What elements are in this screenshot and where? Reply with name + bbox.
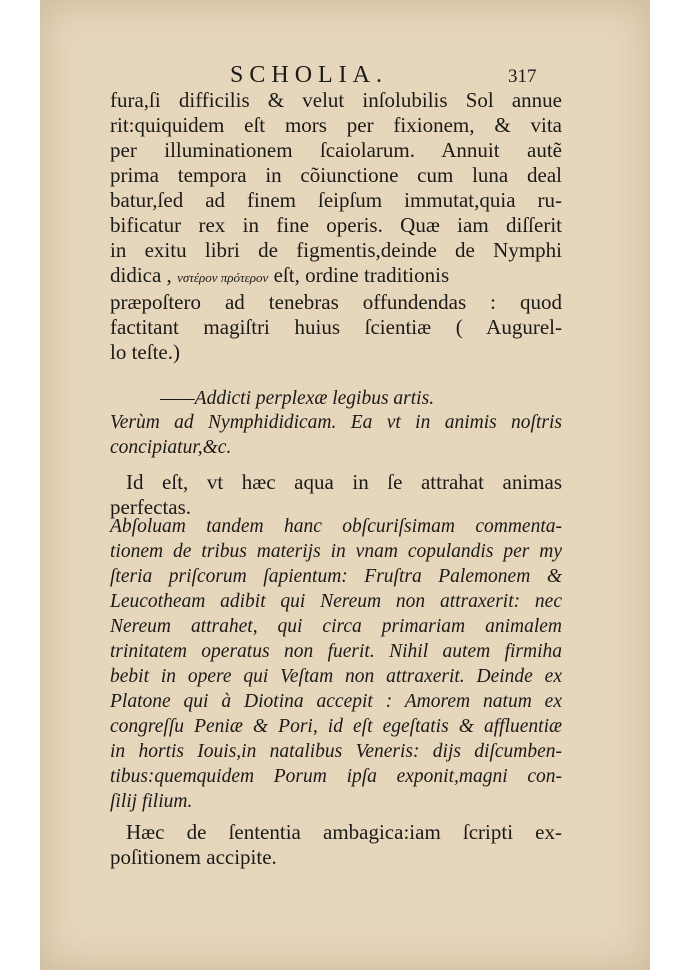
running-title: SCHOLIA. [230,62,389,88]
italic-passage-1 [110,410,562,460]
text-line: Platone qui à Diotina accepit : Amorem natum ex [110,691,562,712]
text-line: Id eſt, vt hæc aqua in ſe attrahat animas [126,470,562,494]
text-line: perfectas. [110,495,192,519]
text-line: bificatur rex in fine operis. Quæ iam diſſerit [110,213,562,237]
text-line: per illuminationem ſcaiolarum. Annuit autẽ [110,138,562,162]
greek-phrase: νστέρον πρότερον [177,270,269,285]
text-line: poſitionem accipite. [110,845,277,869]
text-line: tibus:quemquidem Porum ipſa exponit,magni con- [110,766,562,787]
paragraph-2 [110,470,562,520]
verse-quote: ——Addicti perplexæ legibus artis. [160,388,435,409]
text-line: Verùm ad Nymphididicam. Ea vt in animis noſtris [110,412,562,433]
text-line: ſteria priſcorum ſapientum: Fruſtra Palemonem & [110,566,562,587]
text-line: congreſſu Peniæ & Pori, id eſt egeſtatis & affluentiæ [110,716,562,737]
paragraph-3 [110,820,562,870]
italic-passage-2 [110,514,562,814]
text-line-with-greek: didica , νστέρον πρότερον eſt, ordine traditionis [110,263,450,287]
text-line: in exitu libri de figmentis,deinde de Nymphi [110,238,562,262]
text-line: in hortis Iouis,in natalibus Veneris: dijs diſcumben- [110,741,562,762]
page-number: 317 [508,66,537,87]
text-line: Leucotheam adibit qui Nereum non attraxerit: nec [110,591,562,612]
text-line: prima tempora in cõiunctione cum luna deal [110,163,562,187]
text-line: Abſoluam tandem hanc obſcuriſsimam commenta- [110,516,562,537]
paragraph-1 [110,88,562,365]
text-line: bebit in opere qui Veſtam non attraxerit. Deinde ex [110,666,562,687]
text-line: fura,ſi difficilis & velut inſolubilis Sol annue [110,88,562,112]
text-line: præpoſtero ad tenebras offundendas : quod [110,290,562,314]
text-line: lo teſte.) [110,340,180,364]
text-line: ſilij filium. [110,791,193,812]
running-header [40,60,650,90]
text-line: Hæc de ſententia ambagica:iam ſcripti ex- [126,820,562,844]
text-line: tionem de tribus materijs in vnam copulandis per my [110,541,562,562]
text-line: trinitatem operatus non fuerit. Nihil autem firmiha [110,641,562,662]
text-line: Nereum attrahet, qui circa primariam animalem [110,616,562,637]
text-line: batur,ſed ad finem ſeipſum immutat,quia ru- [110,188,562,212]
text-line: factitant magiſtri huius ſcientiæ ( Augurel- [110,315,562,339]
text-line: rit:quiquidem eſt mors per fixionem, & vita [110,113,562,137]
text-line: concipiatur,&c. [110,437,232,458]
